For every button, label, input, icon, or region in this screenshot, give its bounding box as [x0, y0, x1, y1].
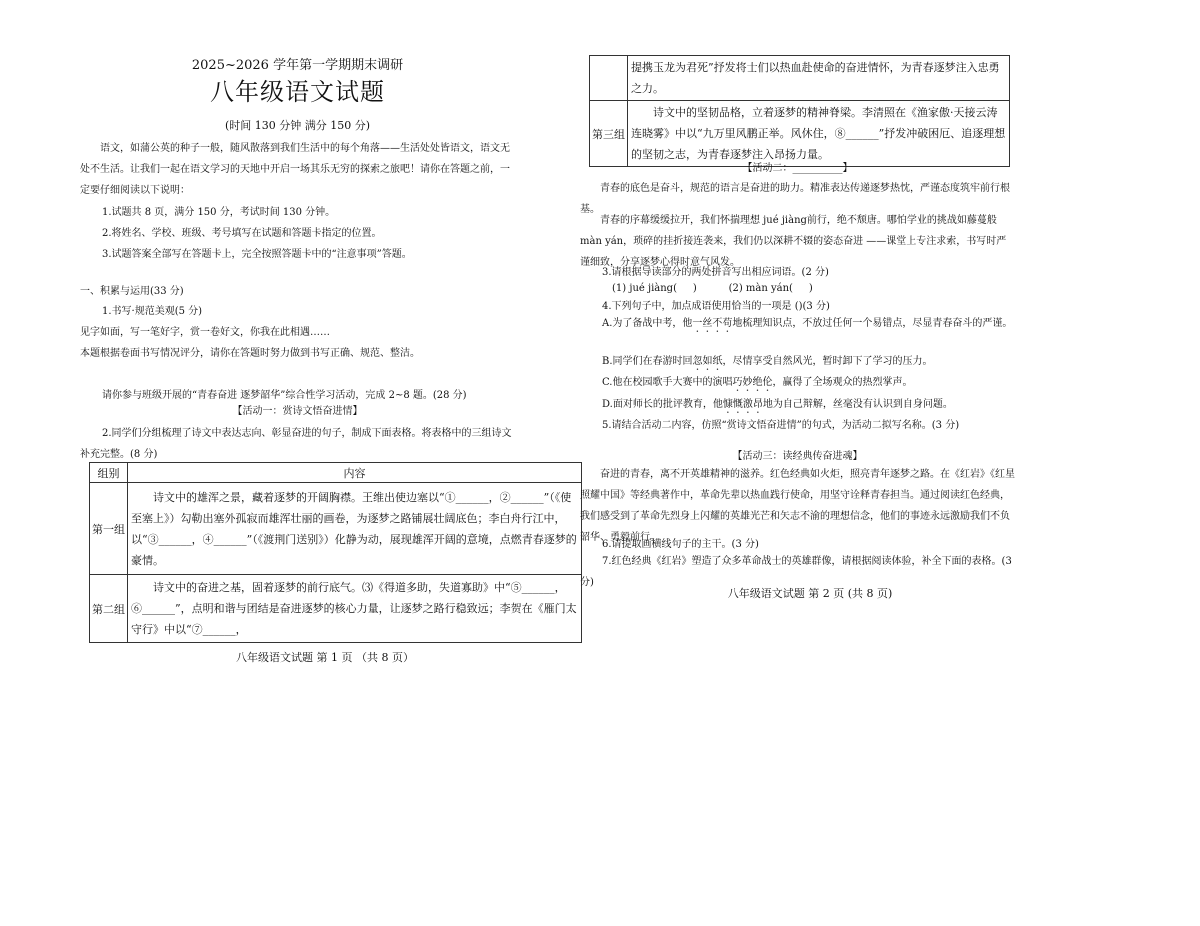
exam-header-line: 2025~2026 学年第一学期期末调研 — [191, 58, 404, 73]
dotted-idiom: 慷慨激昂 — [722, 399, 763, 410]
option-c: C.他在校园歌手大赛中的演唱巧妙绝伦，赢得了全场观众的热烈掌声。 — [602, 377, 913, 388]
question-1-line: 本题根据卷面书写情况评分，请你在答题时努力做到书写正确、规范、整洁。 — [80, 348, 420, 359]
instruction-list — [80, 202, 515, 265]
group-3-label: 第三组 — [590, 101, 628, 167]
option-b: B.同学们在春游时回忽如纸，尽情享受自然风光，暂时卸下了学习的压力。 — [602, 356, 933, 367]
group-3-content: 诗文中的坚韧品格，立着逐梦的精神脊梁。李清照在《渔家傲·天接云涛连晓雾》中以“九万里风鹏正举。风休住，⑧______”抒发冲破困厄、追逐理想的坚韧之志，为青春逐梦注入昂扬力量。 — [628, 101, 1010, 167]
group-2-content: 诗文中的奋进之基，固着逐梦的前行底气。⑶《得道多助，失道寡助》中“⑤______，⑥______”，点明和谐与团结是奋进逐梦的核心力量，让逐梦之路行稳致远；李贺在《雁门太守行》中以“⑦______， — [128, 575, 582, 643]
page-footer: 八年级语文试题 第 1 页 （共 8 页） — [236, 651, 414, 664]
activity-intro: 请你参与班级开展的“青春奋进 逐梦韶华”综合性学习活动，完成 2~8 题。(28 分) — [102, 390, 467, 401]
activity-3-paragraph: 奋进的青春，离不开英雄精神的滋养。红色经典如火炬，照亮青年逐梦之路。在《红岩》《红星照耀中国》等经典著作中，革命先辈以热血践行使命，用坚守诠释青春担当。通过阅读红色经典，我们感受到了革命先烈身上闪耀的英雄光芒和矢志不渝的理想信念，他们的事迹永远激励我们不负韶华、勇毅前行。 — [580, 469, 1015, 543]
table-header-content: 内容 — [128, 463, 582, 483]
question-5: 5.请结合活动二内容，仿照“赏诗文悟奋进情”的句式，为活动二拟写名称。(3 分) — [602, 420, 960, 431]
time-line: (时间 130 分钟 满分 150 分) — [224, 119, 371, 132]
dotted-idiom: 巧妙绝伦 — [732, 377, 773, 388]
question-1-line: 见字如面，写一笔好字，赏一卷好文，你我在此相遇…… — [80, 327, 330, 338]
exam-title: 八年级语文试题 — [210, 78, 385, 106]
question-2: 2.同学们分组梳理了诗文中表达志向、彰显奋进的句子，制成下面表格。将表格中的三组诗文补充完整。(8 分) — [80, 428, 512, 460]
poetry-table — [89, 462, 582, 643]
intro-paragraph: 语文，如蒲公英的种子一般，随风散落到我们生活中的每个角落——生活处处皆语文，语文无处不生活。让我们一起在语文学习的天地中开启一场其乐无穷的探索之旅吧！请你在答题之前，一定要仔细阅读以下说明： — [80, 143, 510, 196]
option-a: A.为了备战中考，他一丝不苟地梳理知识点，不放过任何一个易错点，尽显青春奋斗的严谨。 — [602, 318, 1013, 329]
question-1-title: 1.书写·规范美观(5 分) — [102, 306, 203, 317]
group-1-label: 第一组 — [90, 483, 128, 575]
instruction-item: 3.试题答案全部写在答题卡上，完全按照答题卡中的“注意事项”答题。 — [102, 249, 412, 260]
page-footer: 八年级语文试题 第 2 页 (共 8 页) — [727, 587, 893, 600]
instruction-item: 2.将姓名、学校、班级、考号填写在试题和答题卡指定的位置。 — [102, 228, 382, 239]
group-1-content: 诗文中的雄浑之景，藏着逐梦的开阔胸襟。王维出使边塞以“①______，②______”（《使至塞上》）勾勒出塞外孤寂而雄浑壮丽的画卷，为逐梦之路铺展壮阔底色；李白舟行江中，以“③______，④______”（《渡荆门送别》）化静为动，展现雄浑开阔的意境，点燃青春逐梦的豪情。 — [128, 483, 582, 575]
poetry-table-continued — [589, 55, 1010, 167]
section-heading: 一、积累与运用(33 分) — [80, 286, 184, 297]
activity-2-paragraph: 青春的底色是奋斗，规范的语言是奋进的助力。精准表达传递逐梦热忱，严谨态度筑牢前行根基。 — [580, 183, 1010, 215]
activity-2-title: 【活动二：__________】 — [742, 163, 853, 174]
question-4: 4.下列句子中，加点成语使用恰当的一项是 ()(3 分) — [602, 301, 830, 312]
group-2-continued: 提携玉龙为君死”抒发将士们以热血赴使命的奋进情怀，为青春逐梦注入忠勇之力。 — [628, 56, 1010, 101]
group-2-label: 第二组 — [90, 575, 128, 643]
instruction-item: 1.试题共 8 页，满分 150 分，考试时间 130 分钟。 — [102, 207, 336, 218]
question-7: 7.红色经典《红岩》塑造了众多革命战士的英雄群像，请根据阅读体验，补全下面的表格。(3 分) — [580, 556, 1012, 588]
table-header-group: 组别 — [90, 463, 128, 483]
activity-2-paragraph: 青春的序幕缓缓拉开，我们怀揣理想 jué jiàng前行，绝不颓唐。哪怕学业的挑战如藤蔓般 màn yán，琐碎的挂折接连袭来，我们仍以深耕不辍的姿态奋进 ——课堂上专注求索，书写时严谨细致，分享逐梦心得时意气风发。 — [580, 215, 1007, 268]
activity-1-title: 【活动一：赏诗文悟奋进情】 — [232, 406, 363, 417]
dotted-idiom: 忽如纸 — [692, 356, 723, 367]
question-6: 6.请提取画横线句子的主干。(3 分) — [602, 539, 759, 550]
dotted-idiom: 一丝不苟 — [692, 318, 733, 329]
question-3-items: (1) jué jiàng( ) (2) màn yán( ) — [612, 283, 813, 294]
activity-3-title: 【活动三：读经典传奋进魂】 — [732, 451, 863, 462]
question-3: 3.请根据导读部分的两处拼音写出相应词语。(2 分) — [602, 267, 829, 278]
option-d: D.面对师长的批评教育，他慷慨激昂地为自己辩解，丝毫没有认识到自身问题。 — [602, 399, 953, 410]
